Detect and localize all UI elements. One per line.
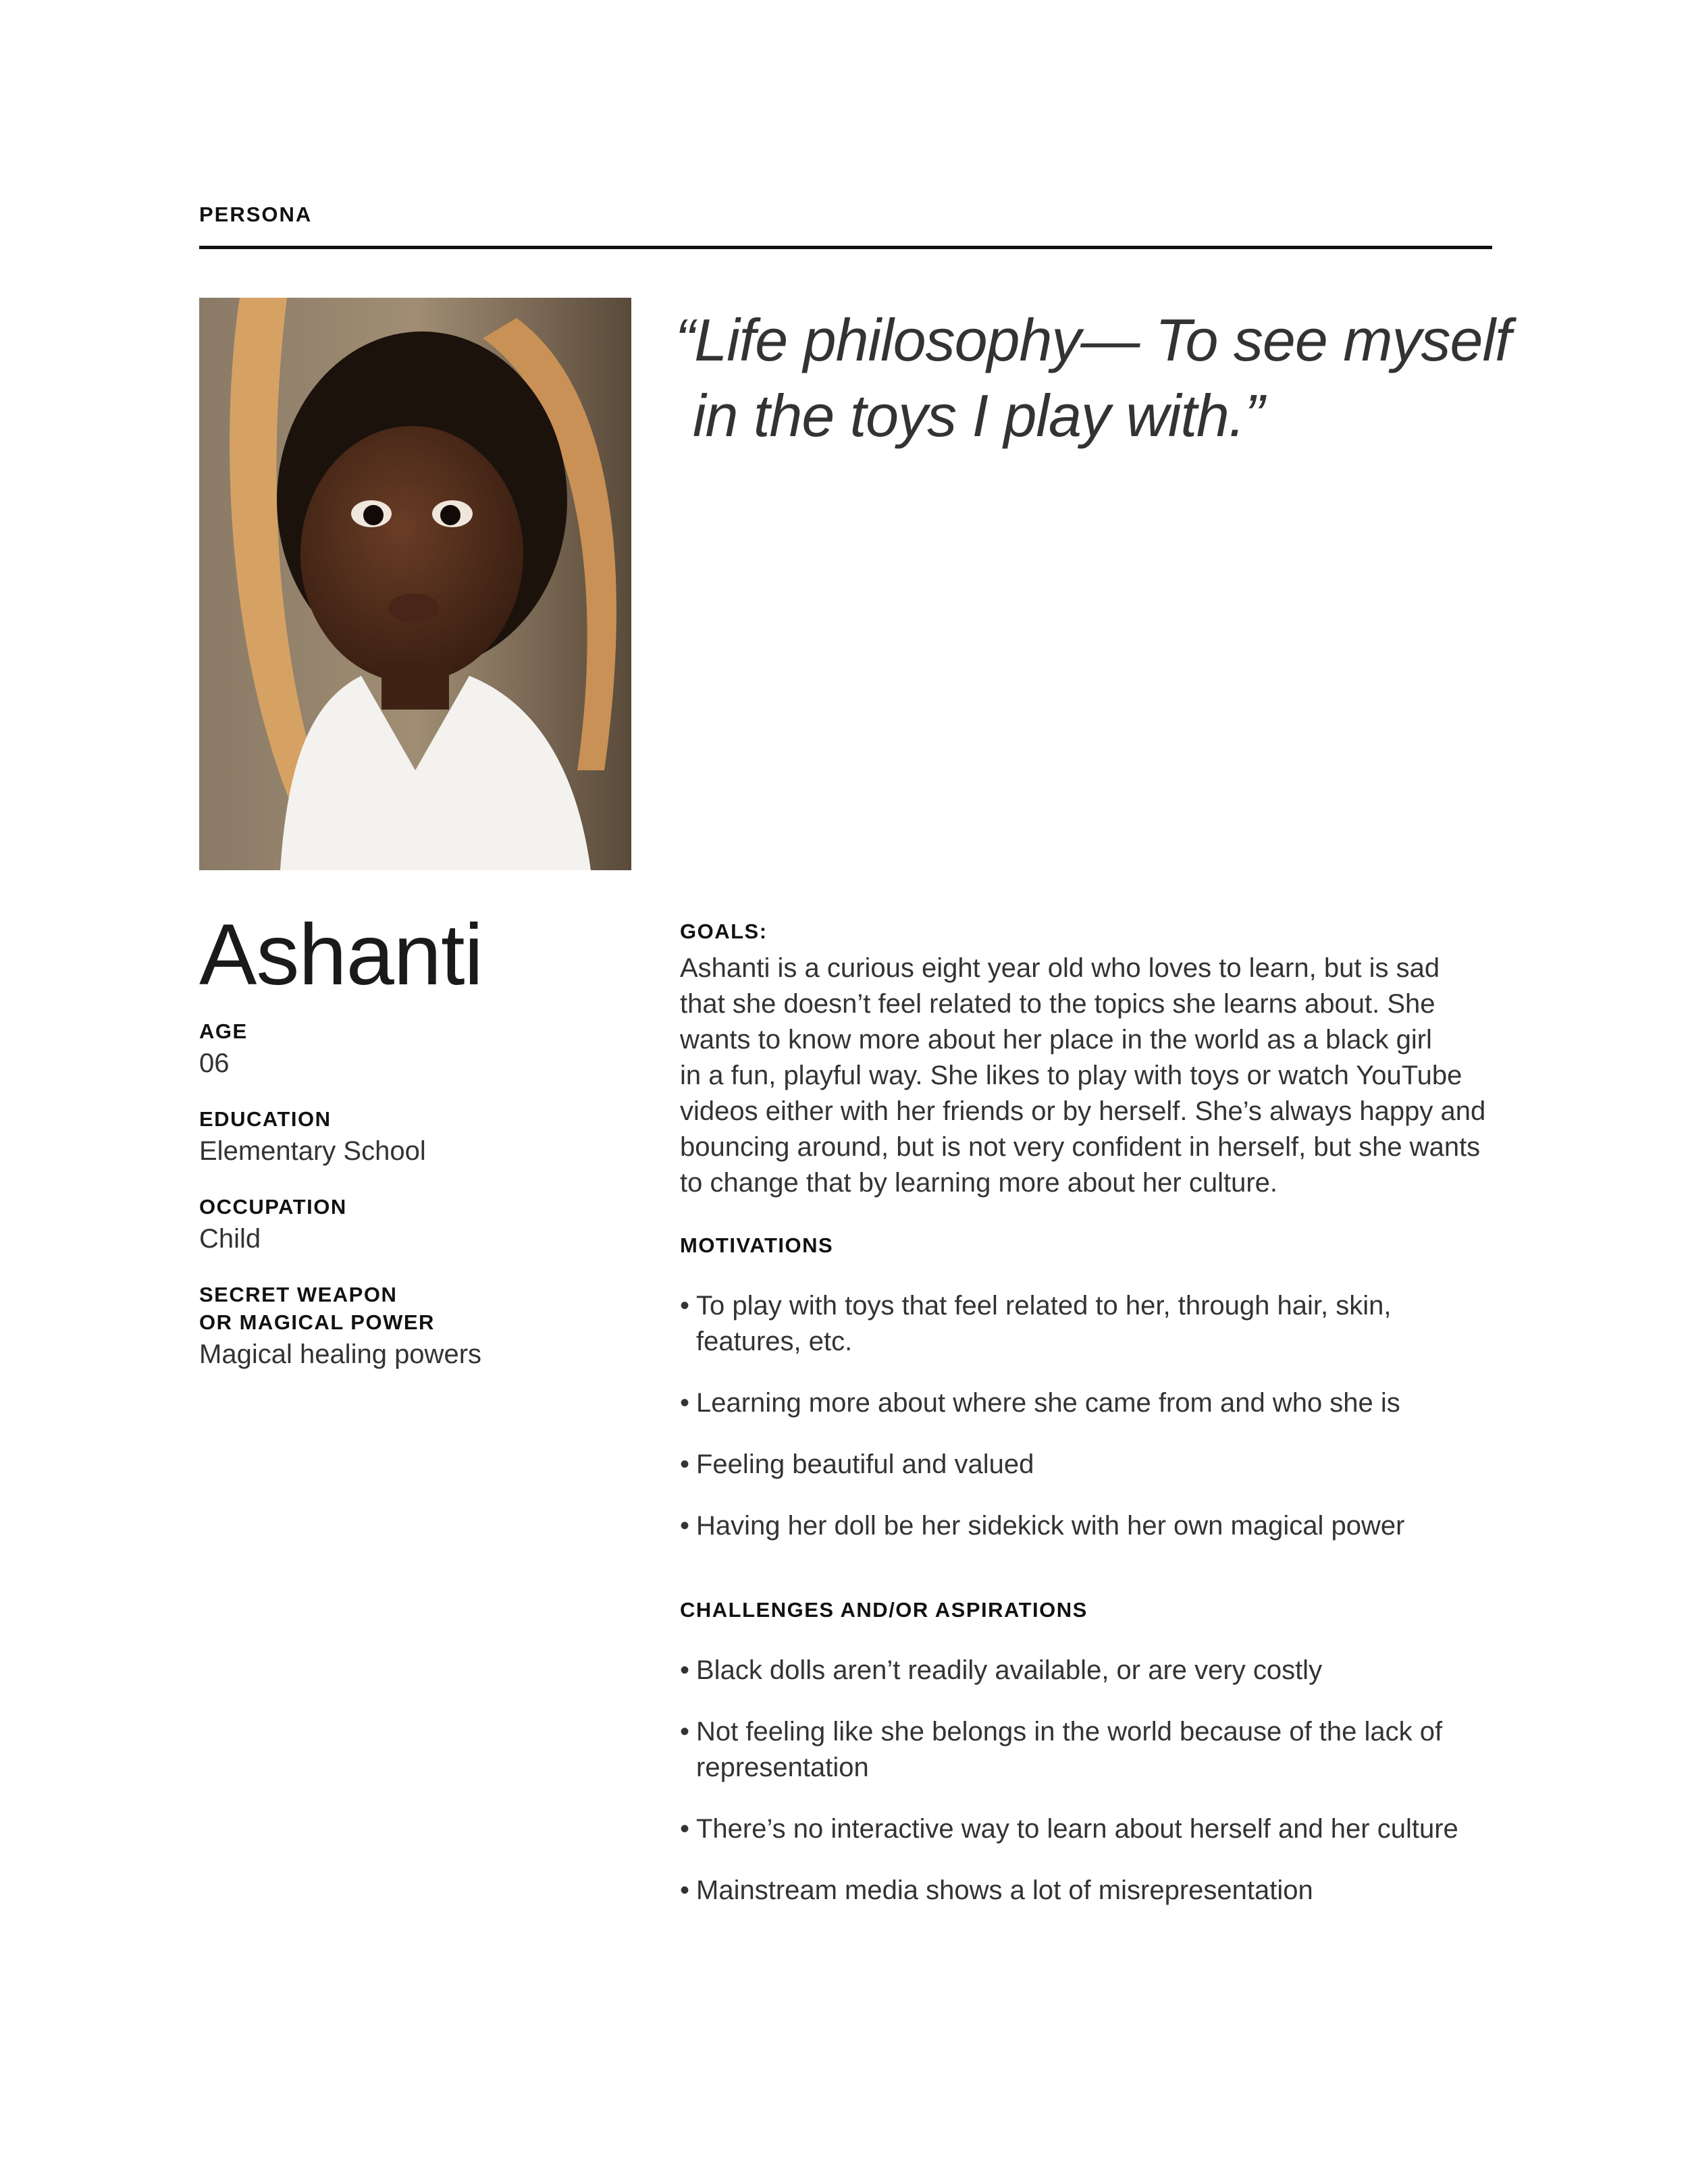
quote-line-2: in the toys I play with.” [693, 381, 1264, 449]
goals-line: in a fun, playful way. She likes to play with toys or watch YouTube [680, 1061, 1462, 1090]
motivation-item-line-1: • To play with toys that feel related to her, through hair, skin, [696, 1291, 1392, 1321]
motivation-item [680, 1288, 1500, 1360]
challenge-item-line-2: representation [696, 1753, 869, 1782]
occupation-label: OCCUPATION [199, 1195, 347, 1219]
goals-text [680, 951, 1500, 1201]
motivation-item-line-2: features, etc. [696, 1327, 853, 1356]
motivations-list [680, 1288, 1500, 1544]
secret-weapon-label-line-1: SECRET WEAPON [199, 1283, 398, 1306]
occupation-value: Child [199, 1223, 261, 1254]
goals-line: Ashanti is a curious eight year old who loves to learn, but is sad [680, 953, 1440, 983]
goals-line: to change that by learning more about her culture. [680, 1168, 1277, 1198]
secret-weapon-value: Magical healing powers [199, 1339, 482, 1369]
header-label: PERSONA [199, 203, 313, 226]
challenge-item [680, 1873, 1500, 1909]
motivation-item [680, 1508, 1500, 1544]
challenge-item-line-1: • Black dolls aren’t readily available, or are very costly [696, 1655, 1323, 1685]
education-label: EDUCATION [199, 1107, 332, 1131]
life-philosophy-quote [675, 302, 1511, 454]
goals-line: wants to know more about her place in the world as a black girl [680, 1025, 1432, 1055]
secret-weapon-field [199, 1281, 481, 1372]
challenge-item-line-1: • Not feeling like she belongs in the world because of the lack of [696, 1717, 1443, 1747]
persona-photo-illustration [199, 298, 631, 870]
challenge-item [680, 1714, 1500, 1786]
persona-photo [199, 298, 631, 870]
education-field [199, 1106, 426, 1169]
challenge-item [680, 1811, 1500, 1847]
goals-line: bouncing around, but is not very confident in herself, but she wants [680, 1132, 1481, 1162]
persona-details [199, 907, 631, 1369]
motivation-item [680, 1385, 1500, 1421]
challenge-item [680, 1653, 1500, 1688]
header-rule [199, 246, 1492, 249]
motivations-label: MOTIVATIONS [680, 1233, 834, 1257]
motivation-item [680, 1447, 1500, 1483]
quote-line-1: “Life philosophy— To see myself [675, 307, 1511, 373]
occupation-field [199, 1194, 347, 1256]
goals-label: GOALS: [680, 920, 768, 943]
age-label: AGE [199, 1019, 248, 1043]
secret-weapon-label-line-2: OR MAGICAL POWER [199, 1310, 435, 1334]
challenge-item-line-1: • Mainstream media shows a lot of misrepresentation [696, 1875, 1313, 1905]
goals-line: that she doesn’t feel related to the topics she learns about. She [680, 989, 1435, 1019]
challenge-item-line-1: • There’s no interactive way to learn about herself and her culture [696, 1814, 1458, 1844]
age-field [199, 1018, 248, 1081]
motivation-item-line-1: • Learning more about where she came from and who she is [696, 1388, 1400, 1418]
education-value: Elementary School [199, 1136, 426, 1166]
challenges-list [680, 1653, 1500, 1909]
motivation-item-line-1: • Having her doll be her sidekick with her own magical power [696, 1511, 1405, 1541]
persona-name: Ashanti [199, 907, 483, 1003]
challenges-label: CHALLENGES AND/OR ASPIRATIONS [680, 1598, 1088, 1622]
motivation-item-line-1: • Feeling beautiful and valued [696, 1449, 1034, 1479]
age-value: 06 [199, 1048, 230, 1078]
goals-line: videos either with her friends or by herself. She’s always happy and [680, 1096, 1486, 1126]
